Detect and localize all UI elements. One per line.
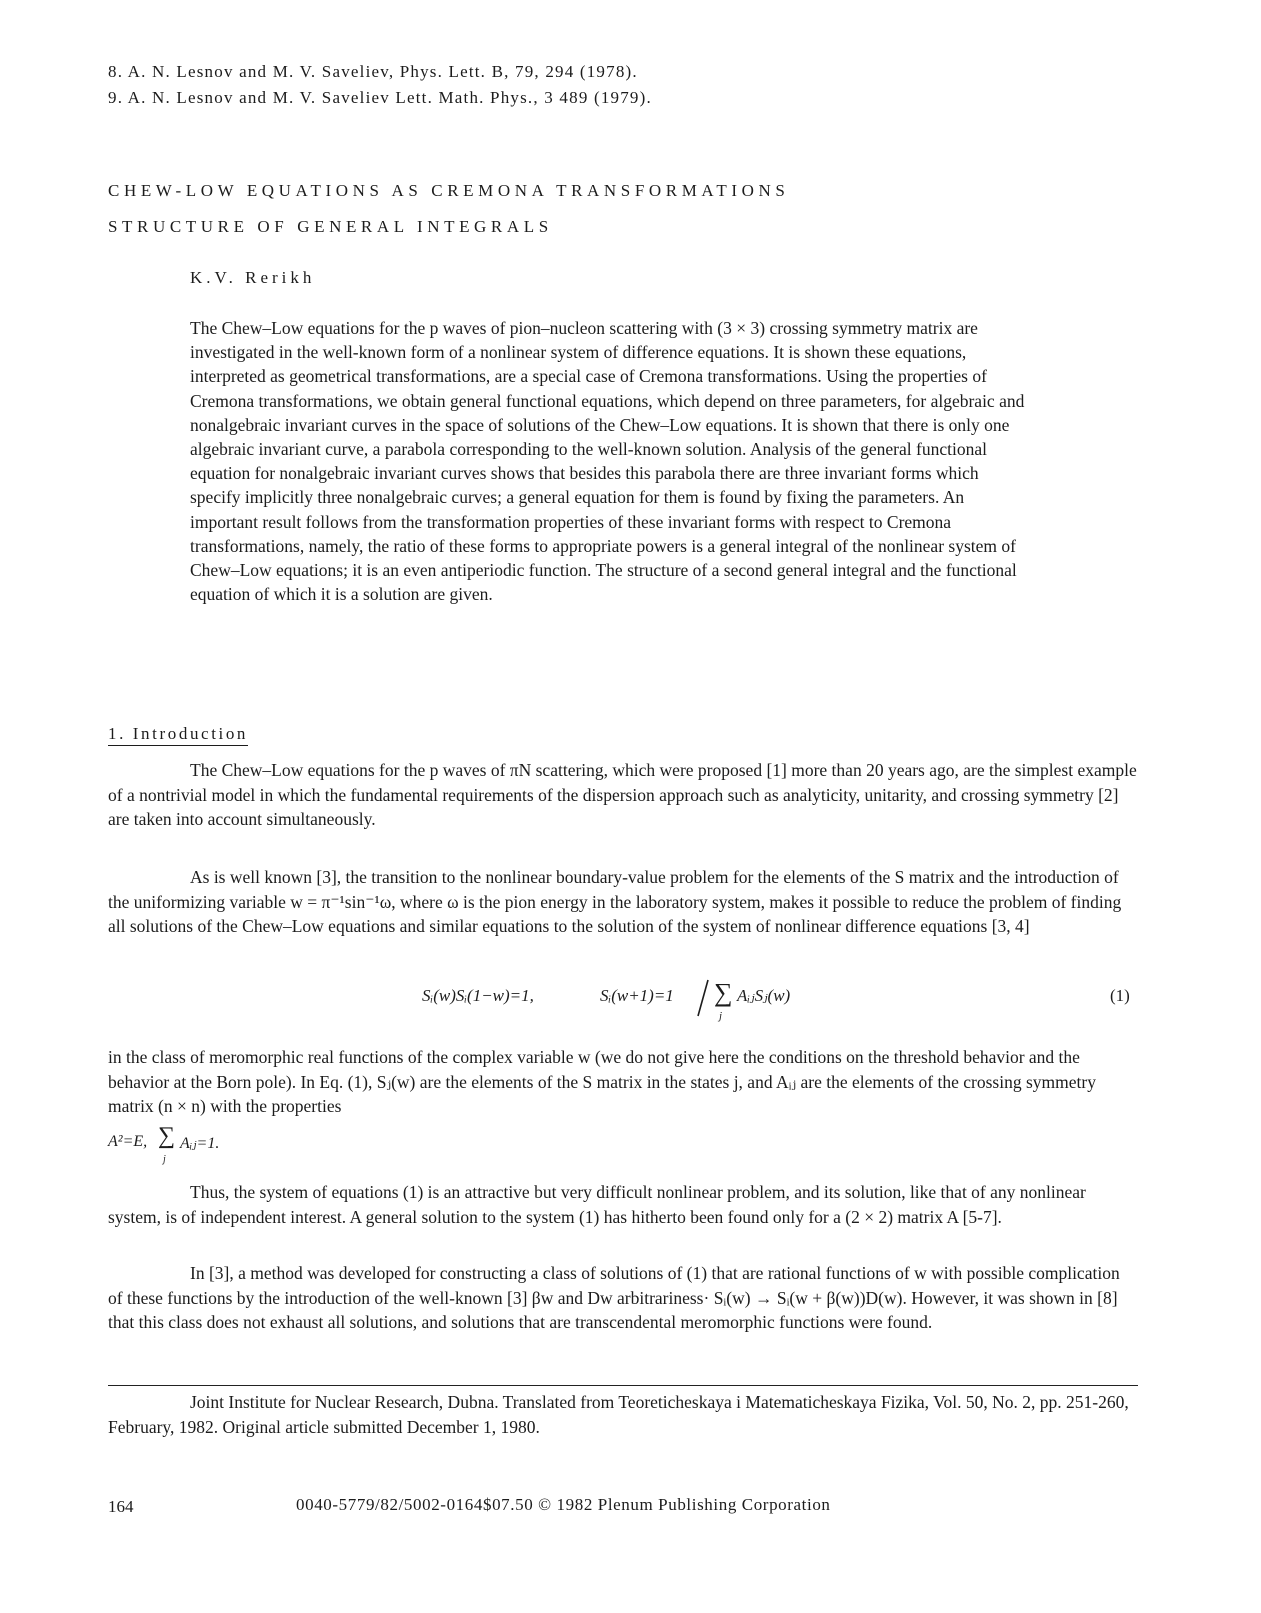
paragraph-4 xyxy=(108,1180,1138,1229)
paragraph-2 xyxy=(108,865,1138,939)
paragraph-2-text: As is well known [3], the transition to the nonlinear boundary-value problem for the elements of the S matrix and the introduction of the uniformizing variable w = π⁻¹sin⁻¹ω, where ω is the pion energy in the laboratory system, makes it possible to reduce the problem of finding all solutions of the Chew–Low equations and similar equations to the solution of the system of nonlinear difference equations [3, 4] xyxy=(108,867,1122,936)
paragraph-4-text: Thus, the system of equations (1) is an attractive but very difficult nonlinear problem, and its solution, like that of any nonlinear system, is of independent interest. A general solution to the system (1) has hitherto been found only for a (2 × 2) matrix A [5-7]. xyxy=(108,1182,1086,1227)
page-number: 164 xyxy=(108,1497,134,1516)
summation-sign: ∑ xyxy=(158,1123,176,1149)
paragraph-1-text: The Chew–Low equations for the p waves of πN scattering, which were proposed [1] more than 20 years ago, are the simplest example of a nontrivial model in which the fundamental requirements of the dispersion approach such as analyticity, unitarity, and crossing symmetry [2] are taken into account simultaneously. xyxy=(108,760,1137,829)
summation-sign: ∑ xyxy=(714,978,733,1007)
footnote-text: Joint Institute for Nuclear Research, Dubna. Translated from Teoreticheskaya i Matematicheskaya Fizika, Vol. 50, No. 2, pp. 251-260, February, 1982. Original article submitted December 1, 1980. xyxy=(108,1392,1129,1437)
paragraph-3-text: in the class of meromorphic real functions of the complex variable w (we do not give here the conditions on the threshold behavior and the behavior at the Born pole). In Eq. (1), Sⱼ(w) are the elements of the S matrix in the states j, and Aᵢⱼ are the elements of the crossing symmetry matrix (n × n) with the properties xyxy=(108,1047,1096,1116)
article-title-line-2: STRUCTURE OF GENERAL INTEGRALS xyxy=(108,217,553,236)
paragraph-5 xyxy=(108,1261,1138,1335)
footnote-divider xyxy=(108,1385,1138,1386)
reference-8: 8. A. N. Lesnov and M. V. Saveliev, Phys. Lett. B, 79, 294 (1978). xyxy=(108,62,638,81)
equation-part-1: Sᵢ(w)Sᵢ(1−w)=1, xyxy=(422,986,534,1005)
section-heading-introduction: 1. Introduction xyxy=(108,724,248,746)
equation-part-2: Sᵢ(w+1)=1 xyxy=(600,986,674,1005)
abstract-text: The Chew–Low equations for the p waves of pion–nucleon scattering with (3 × 3) crossing symmetry matrix are investigated in the well-known form of a nonlinear system of difference equations. It is shown these equations, interpreted as geometrical transformations, are a special case of Cremona transformations. Using the properties of Cremona transformations, we obtain general functional equations, which depend on three parameters, for algebraic and nonalgebraic invariant curves in the space of solutions of the Chew–Low equations. It is shown that there is only one algebraic invariant curve, a parabola corresponding to the well-known solution. Analysis of the general functional equation for nonalgebraic invariant curves shows that besides this parabola there are three invariant forms which specify implicitly three nonalgebraic curves; a general equation for them is found by fixing the parameters. An important result follows from the transformation properties of these invariant forms with respect to Cremona transformations, namely, the ratio of these forms to appropriate powers is a general integral of the nonlinear system of Chew–Low equations; it is an even antiperiodic function. The structure of a second general integral and the functional equation of which it is a solution are given. xyxy=(190,318,1025,605)
summation-term: AᵢⱼSⱼ(w) xyxy=(737,986,791,1005)
summation-index: j xyxy=(719,1010,723,1022)
footnote xyxy=(108,1390,1148,1439)
property-a-squared: A²=E, xyxy=(108,1133,148,1150)
abstract xyxy=(190,316,1030,606)
article-title-line-1: CHEW-LOW EQUATIONS AS CREMONA TRANSFORMATIONS xyxy=(108,181,790,200)
reference-9: 9. A. N. Lesnov and M. V. Saveliev Lett. Math. Phys., 3 489 (1979). xyxy=(108,88,652,107)
paragraph-3 xyxy=(108,1045,1138,1119)
paragraph-5-text: In [3], a method was developed for constructing a class of solutions of (1) that are rational functions of w with possible complication of these functions by the introduction of the well-known [3] βw and Dw arbitrariness· Sᵢ(w) → Sᵢ(w + β(w))D(w). However, it was shown in [8] that this class does not exhaust all solutions, and solutions that are transcendental meromorphic functions were found. xyxy=(108,1263,1120,1332)
property-row-sum: Aᵢⱼ=1. xyxy=(180,1135,220,1152)
publication-code: 0040-5779/82/5002-0164$07.50 © 1982 Plenum Publishing Corporation xyxy=(296,1495,831,1514)
equation-number: (1) xyxy=(1110,986,1130,1005)
division-slash xyxy=(696,978,710,1018)
summation-index: j xyxy=(163,1154,166,1165)
author-name: K.V. Rerikh xyxy=(190,268,316,287)
paragraph-1 xyxy=(108,758,1138,832)
equation-1 xyxy=(420,978,840,1034)
